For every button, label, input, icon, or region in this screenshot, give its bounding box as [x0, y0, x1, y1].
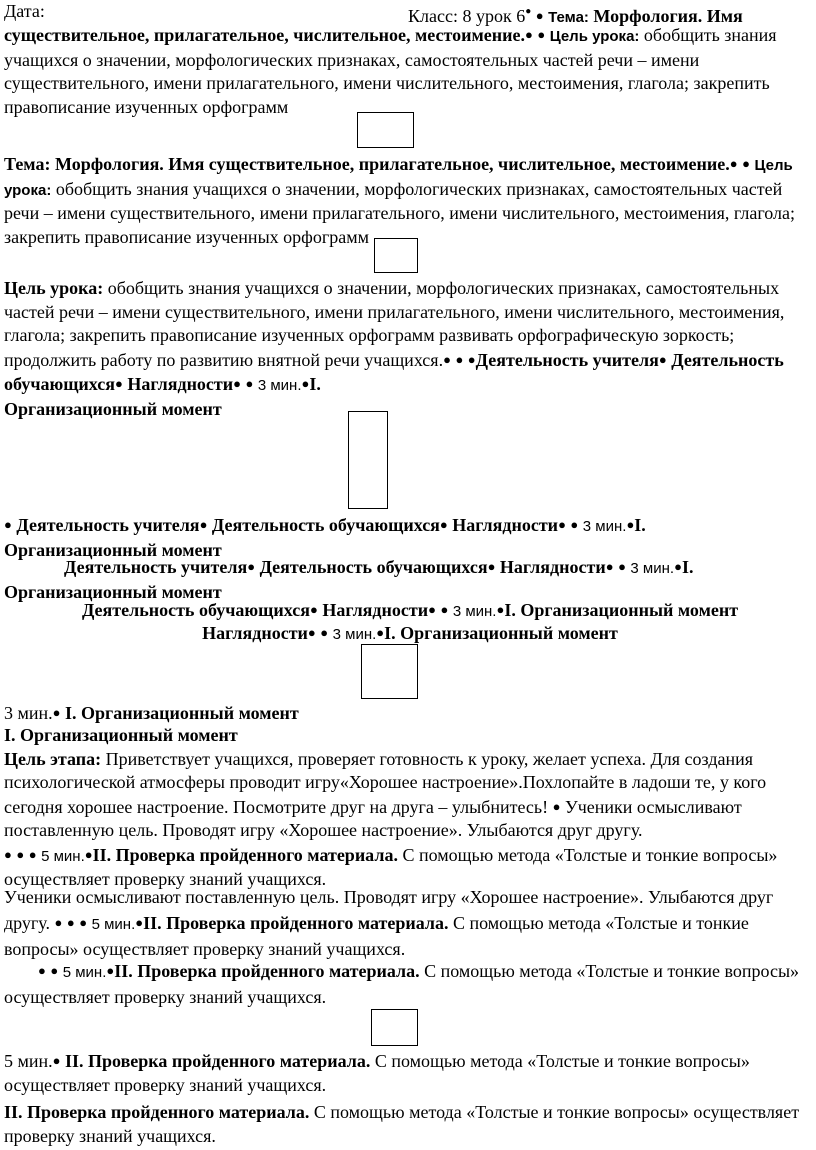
bullet-icon: ● — [558, 517, 566, 532]
header-line — [4, 0, 812, 24]
tema-continuation: существительное, прилагательное, числительное, местоимение. — [4, 25, 525, 45]
bullet-icon: ● — [233, 376, 241, 391]
bullet-icon: ● — [439, 517, 448, 532]
date-label: Дата: — [4, 1, 45, 21]
table-row — [4, 621, 816, 647]
stage-title: Организационный момент — [4, 581, 222, 602]
section-heading: I. Организационный момент — [4, 725, 238, 745]
bullet-icon: ● — [66, 915, 75, 930]
time-label: 5 мин. — [41, 847, 85, 865]
stage-number: I. — [309, 374, 321, 394]
goal-body: знания учащихся о значении, морфологических признаках, самостоятельных частей речи – имени существительного, имени прилагательного, имени числительного, местоимения, глагола; закрепить правописание изученных орфограмм — [4, 25, 777, 117]
bullet-icon: ● — [28, 846, 37, 862]
bullet-icon: ● — [307, 625, 316, 640]
teacher-column: Деятельность учителя — [475, 349, 659, 370]
image-placeholder — [374, 238, 418, 273]
time-label: 3 мин. — [452, 603, 497, 620]
stage-title: I. Организационный момент — [384, 623, 618, 643]
tema-label: Тема: — [548, 9, 589, 26]
time-label: 5 мин. — [62, 964, 107, 981]
org-section — [4, 724, 816, 892]
goal-label: Цель урока: — [4, 278, 104, 298]
bullet-icon: ● — [52, 1053, 61, 1068]
bullet-icon: ● — [84, 846, 93, 862]
bullet-icon: ● — [50, 963, 59, 978]
bullet-icon: ● — [4, 846, 12, 862]
bullet-icon: ● — [376, 625, 385, 640]
table-row — [4, 598, 816, 624]
goal-body: обобщить знания учащихся о значении, морфологических признаках, самостоятельных частей речи – имени существительного, имени прилагательного, имени числительного, местоимения, глагола; закрепить правописание изученных орфограмм развивать орфографическую зоркость; продолжить работу по развитию внятной речи учащихся. — [4, 278, 785, 370]
students-paragraph — [4, 885, 816, 962]
bullet-icon: ● — [106, 963, 115, 978]
section-body: С помощью метода «Толстые и тонкие вопросы» осуществляет проверку знаний учащихся. — [4, 961, 800, 1007]
bullet-icon: ● — [320, 625, 329, 640]
check-paragraph — [4, 1049, 816, 1097]
header-paragraph — [4, 23, 804, 119]
teacher-column: Деятельность учителя — [64, 557, 248, 577]
section-body: С помощью метода «Толстые и тонкие вопросы» осуществляет проверку знаний учащихся. — [4, 844, 778, 889]
bullet-icon: ● — [309, 602, 318, 617]
bullet-icon: ● — [245, 376, 254, 391]
bullet-icon: ● — [443, 351, 451, 367]
section-heading: II. Проверка пройденного материала. — [4, 1102, 310, 1122]
bullet-icon: ● — [38, 963, 46, 978]
bullet-icon: ● — [54, 915, 63, 930]
image-placeholder — [371, 1009, 418, 1046]
tema-heading: Тема: Морфология. Имя существительное, прилагательное, числительное, местоимение. — [4, 154, 730, 174]
time-label: 3 мин. — [630, 560, 675, 577]
bullet-icon: ● — [135, 915, 144, 930]
bullet-icon: ● — [605, 559, 614, 574]
check-paragraph — [4, 1100, 816, 1148]
bullet-icon: ● — [79, 915, 88, 930]
stage-number: I. — [681, 557, 694, 577]
time-label: 3 мин. — [332, 626, 377, 643]
bullet-icon: ● — [440, 602, 449, 617]
goal-body: Приветствует учащихся, проверяет готовность к уроку, желает успеха. Для создания психологической атмосферы проводит игру«Хорошее настроение».Похлопайте в ладоши те, у кого сегодня хорошее настроение. Посмотрите друг на друга – улыбнитесь! — [4, 748, 767, 817]
goal-body: обобщить знания учащихся о значении, морфологических признаках, самостоятельных частей речи – имени существительного, имени прилагательного, имени числительного, местоимения, глагола; закрепить правописание изученных орфограмм — [4, 178, 795, 247]
bullet-icon: ● — [524, 27, 533, 42]
bullet-icon: ● — [618, 559, 626, 574]
block3-paragraph — [4, 277, 814, 421]
students-column: Деятельность обучающихся — [4, 349, 784, 394]
bullet-icon: ● — [570, 517, 579, 532]
check-paragraph — [4, 958, 816, 1010]
tema-text: Морфология. Имя — [593, 6, 743, 26]
bullet-icon: ● — [729, 156, 738, 171]
stage-title: I. Организационный момент — [504, 600, 739, 620]
time-label: 3 мин. — [4, 703, 53, 723]
visual-column: Наглядности — [452, 515, 559, 535]
time-label: 5 мин. — [91, 916, 136, 933]
bullet-icon: ● — [552, 798, 561, 814]
bullet-icon: ● — [537, 27, 546, 42]
bullet-icon: ● — [487, 559, 496, 574]
bullet-icon: ● — [428, 602, 436, 617]
time-label: 3 мин. — [257, 377, 302, 394]
stage-title: I. Организационный момент — [65, 703, 299, 723]
students-text: Ученики осмысливают поставленную цель. Проводят игру «Хорошее настроение». Улыбаются друг другу. — [4, 796, 742, 840]
bullet-icon: ● — [535, 8, 544, 23]
bullet-icon: ● — [4, 517, 12, 532]
students-column: Деятельность обучающихся — [259, 557, 488, 577]
section-heading: II. Проверка пройденного материала. — [114, 961, 420, 981]
visual-column: Наглядности — [127, 374, 234, 394]
section-body: С помощью метода «Толстые и тонкие вопросы» осуществляет проверку знаний учащихся. — [4, 1051, 750, 1095]
time-label: 3 мин. — [582, 518, 627, 535]
bullet-icon: ● — [525, 6, 532, 17]
bullet-icon: ● — [658, 351, 667, 367]
stage-title: Организационный момент — [4, 539, 222, 560]
bullet-icon: ● — [247, 559, 256, 574]
students-column: Деятельность обучающихся — [81, 600, 310, 620]
bullet-icon: ● — [455, 351, 464, 367]
image-placeholder — [348, 411, 388, 509]
section-body: С помощью метода «Толстые и тонкие вопросы» осуществляет проверку знаний учащихся. — [4, 1102, 800, 1146]
bullet-icon: ● — [674, 559, 682, 574]
image-placeholder — [361, 644, 418, 699]
bullet-icon: ● — [115, 376, 123, 391]
visual-column: Наглядности — [322, 600, 429, 620]
teacher-column: Деятельность учителя — [16, 515, 200, 535]
section-body: С помощью метода «Толстые и тонкие вопросы» осуществляет проверку знаний учащихся. — [4, 913, 749, 959]
stage-number: I. — [634, 515, 646, 535]
bullet-icon: ● — [496, 602, 505, 617]
section-heading: II. Проверка пройденного материала. — [65, 1051, 371, 1071]
goal-text: обобщить — [643, 25, 720, 45]
block2-paragraph — [4, 152, 816, 249]
section-heading: II. Проверка пройденного материала. — [143, 913, 449, 933]
goal-label: Цель этапа: — [4, 748, 102, 769]
bullet-icon: ● — [301, 376, 310, 391]
bullet-icon: ● — [16, 846, 25, 862]
image-placeholder — [357, 112, 414, 148]
goal-label: Цель урока: — [549, 28, 640, 45]
bullet-icon: ● — [52, 705, 61, 720]
time-label: 5 мин. — [4, 1051, 53, 1071]
class-label: Класс: 8 урок 6 — [408, 6, 526, 26]
stage-title: Организационный момент — [4, 398, 222, 419]
org-time-row — [4, 701, 816, 726]
bullet-icon: ● — [199, 517, 208, 532]
section-heading: II. Проверка пройденного материала. — [92, 844, 398, 865]
table-row — [4, 555, 816, 604]
students-column: Деятельность обучающихся — [211, 515, 440, 535]
bullet-icon: ● — [626, 517, 635, 532]
bullet-icon: ● — [742, 156, 750, 171]
students-text: Ученики осмысливают поставленную цель. Проводят игру «Хорошее настроение». Улыбаются друг другу. — [4, 887, 774, 933]
visual-column: Наглядности — [499, 557, 606, 577]
visual-column: Наглядности — [202, 623, 308, 643]
bullet-icon: ● — [467, 351, 476, 367]
goal-label: Цель урока: — [4, 157, 793, 199]
